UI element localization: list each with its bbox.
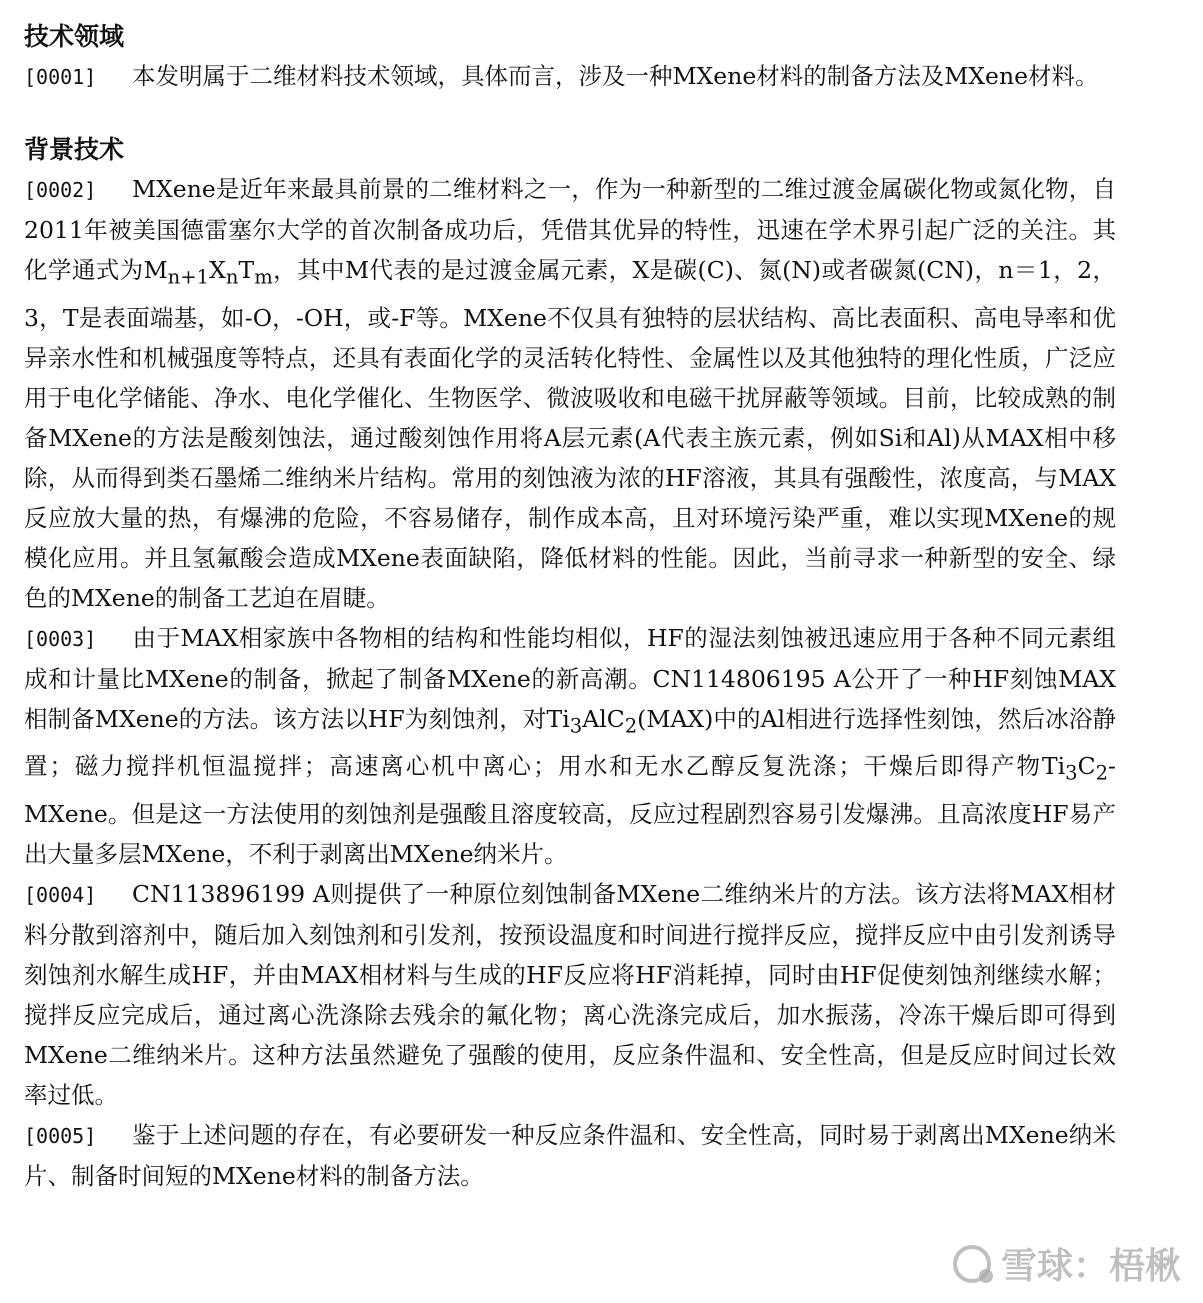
watermark-text: 雪球：梧楸 <box>1000 1246 1181 1287</box>
formula-subscript: n <box>225 265 239 289</box>
paragraph-number: [0005] <box>24 1124 97 1149</box>
paragraph-text: -MXene。但是这一方法使用的刻蚀剂是强酸且溶度较高，反应过程剧烈容易引发爆沸。且高浓度HF易产出大量多层MXene，不利于剥离出MXene纳米片。 <box>24 752 1116 869</box>
paragraph-text: ，其中M代表的是过渡金属元素，X是碳(C)、氮(N)或者碳氮(CN)，n＝1，2，3，T是表面端基，如-O，-OH，或-F等。MXene不仅具有独特的层状结构、高比表面积、高电导率和优异亲水性和机械强度等特点，还具有表面化学的灵活转化特性、金属性以及其他独特的理化性质，广泛应用于电化学储能、净水、电化学催化、生物医学、微波吸收和电磁干扰屏蔽等领域。目前，比较成熟的制备MXene的方法是酸刻蚀法，通过酸刻蚀作用将A层元素(A代表主族元素，例如Si和Al)从MAX相中移除，从而得到类石墨烯二维纳米片结构。常用的刻蚀液为浓的HF溶液，其具有强酸性，浓度高，与MAX反应放大量的热，有爆沸的危险，不容易储存，制作成本高，且对环境污染严重，难以实现MXene的规模化应用。并且氢氟酸会造成MXene表面缺陷，降低材料的性能。因此，当前寻求一种新型的安全、绿色的MXene的制备工艺迫在眉睫。 <box>24 256 1116 612</box>
paragraph-0004 <box>24 874 1116 1115</box>
paragraph-number: [0003] <box>24 626 97 651</box>
section-heading-background: 背景技术 <box>24 135 125 164</box>
paragraph-text: X <box>209 256 226 284</box>
paragraph-0003 <box>24 618 1116 874</box>
paragraph-text: (MAX)中的Al相进行选择性刻蚀，然后冰浴静置；磁力搅拌机恒温搅拌；高速离心机中离心；用水和无水乙醇反复洗涤；干燥后即得产物Ti <box>24 704 1116 781</box>
formula-subscript: 3 <box>1065 762 1078 786</box>
section-heading-technical-field: 技术领域 <box>24 22 125 51</box>
paragraph-text: 鉴于上述问题的存在，有必要研发一种反应条件温和、安全性高，同时易于剥离出MXene纳米片、制备时间短的MXene材料的制备方法。 <box>24 1121 1116 1191</box>
paragraph-text: AlC <box>582 704 625 733</box>
formula-subscript: m <box>254 265 273 289</box>
paragraph-number: [0002] <box>24 178 97 202</box>
paragraph-0001 <box>24 56 1116 97</box>
paragraph-text: 由于MAX相家族中各物相的结构和性能均相似，HF的湿法刻蚀被迅速应用于各种不同元素组成和计量比MXene的制备，掀起了制备MXene的新高潮。CN114806195 A公开了一种HF刻蚀MAX相制备MXene的方法。该方法以HF为刻蚀剂，对Ti <box>24 623 1116 733</box>
document-page <box>24 18 1116 1196</box>
paragraph-text: CN113896199 A则提供了一种原位刻蚀制备MXene二维纳米片的方法。该方法将MAX相材料分散到溶剂中，随后加入刻蚀剂和引发剂，按预设温度和时间进行搅拌反应，搅拌反应中由引发剂诱导刻蚀剂水解生成HF，并由MAX相材料与生成的HF反应将HF消耗掉，同时由HF促使刻蚀剂继续水解；搅拌反应完成后，通过离心洗涤除去残余的氟化物；离心洗涤完成后，加水振荡，冷冻干燥后即可得到MXene二维纳米片。这种方法虽然避免了强酸的使用，反应条件温和、安全性高，但是反应时间过长效率过低。 <box>24 880 1116 1110</box>
paragraph-text: 本发明属于二维材料技术领域，具体而言，涉及一种MXene材料的制备方法及MXene材料。 <box>132 62 1099 90</box>
paragraph-text: C <box>1077 752 1096 781</box>
formula-subscript: n+1 <box>167 265 210 289</box>
formula-subscript: 3 <box>569 714 583 738</box>
paragraph-text: MXene是近年来最具前景的二维材料之一，作为一种新型的二维过渡金属碳化物或氮化物，自2011年被美国德雷塞尔大学的首次制备成功后，凭借其优异的特性，迅速在学术界引起广泛的关注。其化学通式为M <box>24 175 1116 284</box>
snowball-logo-icon <box>953 1245 991 1283</box>
paragraph-0002 <box>24 169 1116 618</box>
paragraph-0005 <box>24 1115 1116 1196</box>
formula-subscript: 2 <box>624 714 638 738</box>
paragraph-number: [0004] <box>24 883 97 908</box>
formula-subscript: 2 <box>1095 762 1109 786</box>
watermark <box>953 1238 1181 1289</box>
paragraph-text: T <box>238 256 255 284</box>
paragraph-number: [0001] <box>24 65 97 89</box>
